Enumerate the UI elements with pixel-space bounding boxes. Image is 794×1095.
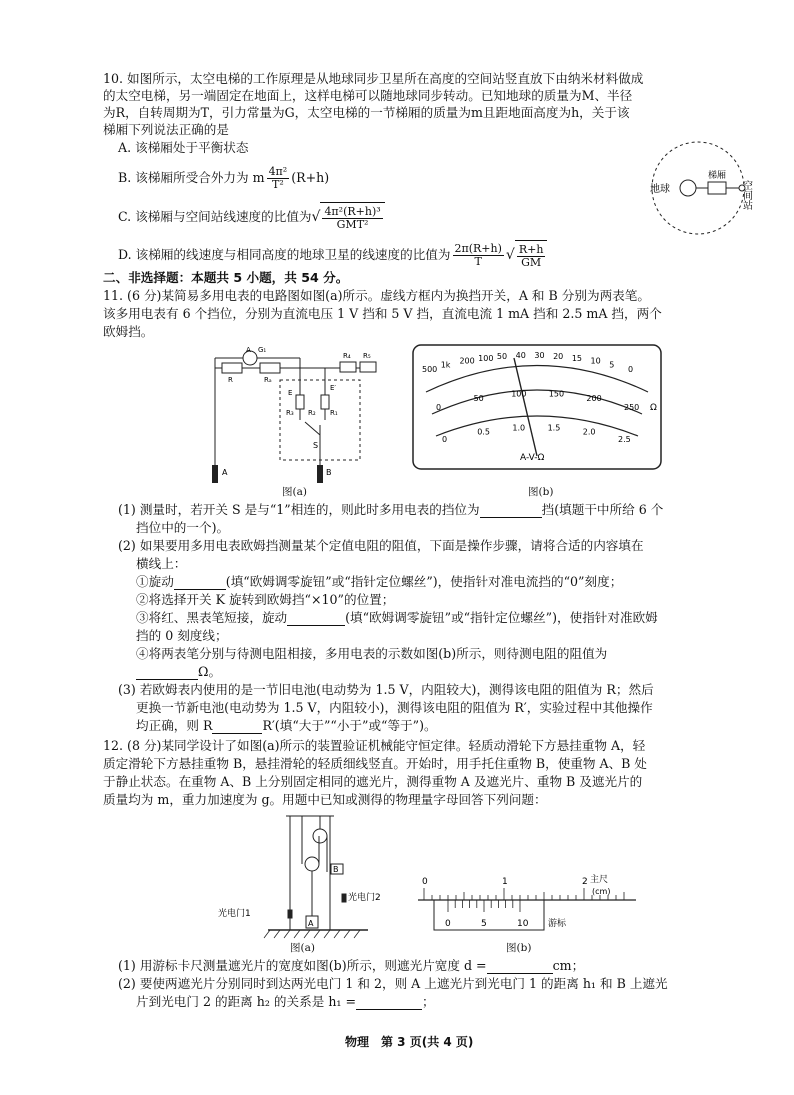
q12-part2-line2: 片到光电门 2 的距离 h₂ 的关系是 h₁ = ； (136, 994, 435, 1009)
ohm-tick-label: 100 (478, 353, 494, 363)
v-tick-label: 2.0 (582, 427, 596, 437)
label-weight-b: B (333, 865, 339, 874)
ohm-tick-label: 20 (553, 352, 564, 362)
vernier-caliper (414, 872, 644, 938)
q12-line1: 12. (8 分)某同学设计了如图(a)所示的装置验证机械能守恒定律。轻质动滑轮下方悬挂重物 A，轻 (103, 738, 646, 753)
q10-option-a: A. 该梯厢处于平衡状态 (118, 140, 249, 155)
dc-tick-label: 200 (586, 394, 602, 404)
v-tick-label: 1.5 (547, 423, 561, 433)
label-ra: Rₐ (264, 376, 272, 384)
main-scale-label: 1 (502, 877, 508, 887)
q11-part3-line2: 更换一节新电池(电动势为 1.5 V，内阻较小)，测得该电阻的阻值为 R′，实验过程中其他操作 (136, 700, 653, 715)
main-scale-unit: (cm) (592, 887, 611, 896)
q11-part3-line1: (3) 若欧姆表内使用的是一节旧电池(电动势为 1.5 V，内阻较大)，测得该电阻的阻值为 R；然后 (118, 682, 654, 697)
ohm-tick-label: 5 (609, 360, 615, 370)
v-tick-label: 1.0 (512, 423, 526, 433)
ohm-tick-label: 30 (534, 351, 545, 361)
q11-part1-line2: 挡位中的一个)。 (136, 520, 230, 535)
circuit-diagram (200, 340, 390, 490)
label-r4: R₄ (343, 352, 351, 360)
label-station: 空间站 (740, 180, 752, 210)
label-pen-a: A (222, 468, 228, 477)
main-scale-label: 0 (422, 877, 428, 887)
q12-line3: 于静止状态。在重物 A、B 上分别固定相同的遮光片，测得重物 A 及遮光片、重物 B 及遮光片的 (103, 774, 643, 789)
q11-part3-line3: 均正确，则 R R′(填“大于”“小于”或“等于”)。 (136, 718, 437, 733)
q11-part1-line1: (1) 测量时，若开关 S 是与“1”相连的，则此时多用电表的挡位为 挡(填题干中所给 6 个 (118, 502, 664, 517)
label-e2: E′ (330, 384, 337, 392)
main-scale-label: 2 (582, 877, 588, 887)
main-scale-labels (422, 877, 588, 887)
meter-unit-label: A-V-Ω (520, 453, 545, 463)
q11-step1: ①旋动 (填“欧姆调零旋钮”或“指针定位螺丝”)，使指针对准电流挡的“0”刻度； (136, 574, 623, 589)
vernier-scale-label: 5 (481, 919, 487, 929)
ohm-tick-label: 15 (571, 353, 583, 363)
label-earth: 地球 (650, 184, 670, 195)
q10-line3: 为R，自转周期为T，引力常量为G，太空电梯的一节梯厢的质量为m且距地面高度为h，关于该 (103, 105, 630, 120)
dc-tick-label: 150 (548, 389, 565, 399)
q10-option-b: B. 该梯厢所受合外力为 m $\frac{\text{4π²}}{\text{T²}}$ (R+h) (118, 165, 330, 191)
label-pen-b: B (326, 468, 332, 477)
q11-step3-line2: 挡的 0 刻度线； (136, 628, 228, 643)
ohm-tick-label: 200 (459, 356, 475, 366)
q11-blank-3[interactable] (287, 612, 345, 626)
car-box (708, 182, 726, 194)
meter-dial (412, 344, 662, 470)
q11-part2-line2: 横线上： (136, 556, 187, 571)
dc-tick-label: 100 (511, 389, 527, 399)
earth-circle (680, 180, 696, 196)
q11-line2: 该多用电表有 6 个挡位，分别为直流电压 1 V 挡和 5 V 挡，直流电流 1 mA 挡和 2.5 mA 挡，两个 (103, 306, 662, 321)
q10-figure (636, 140, 754, 240)
q12-line4: 质量均为 m，重力加速度为 g。用题中已知或测得的物理量字母回答下列问题： (103, 792, 547, 807)
label-ammeter: A (246, 346, 251, 354)
q12-blank-1[interactable] (487, 960, 553, 974)
q11-line1: 11. (6 分)某简易多用电表的电路图如图(a)所示。虚线方框内为换挡开关，A 和 B 分别为两表笔。 (103, 288, 650, 303)
label-r5: R₅ (363, 352, 371, 360)
q11-part2-line1: (2) 如果要用多用电表欧姆挡测量某个定值电阻的阻值，下面是操作步骤，请将合适的内容填在 (118, 538, 644, 553)
q11-caption-a: 图(a) (282, 486, 307, 498)
q11-step3-line1: ③将红、黑表笔短接，旋动 (填“欧姆调零旋钮”或“指针定位螺丝”)，使指针对准欧姆 (136, 610, 658, 625)
vernier-scale-label: 0 (445, 919, 451, 929)
q12-line2: 质定滑轮下方悬挂重物 B，悬挂滑轮的轻质细线竖直。开始时，用手托住重物 B，使重物 A、B 处 (103, 756, 648, 771)
ohm-tick-label: 40 (515, 351, 526, 361)
q10-line4: 梯厢下列说法正确的是 (103, 122, 229, 137)
label-weight-a: A (308, 919, 314, 928)
q11-blank-2[interactable] (174, 576, 226, 590)
q11-step2: ②将选择开关 K 旋转到欧姆挡“×10”的位置； (136, 592, 395, 607)
label-r: R (228, 376, 233, 384)
q10-option-c: C. 该梯厢与空间站线速度的比值为√ $\frac{\text{4π²(R+h)³}}{\text{GMT²}}$ (118, 202, 385, 233)
label-car: 梯厢 (708, 171, 727, 181)
v-tick-label: 2.5 (618, 435, 631, 444)
q12-part2-line1: (2) 要使两遮光片分别同时到达两光电门 1 和 2，则 A 上遮光片到光电门 1 的距离 h₁ 和 B 上遮光 (118, 976, 668, 991)
q11-caption-b: 图(b) (528, 486, 554, 498)
label-e: E (288, 389, 293, 397)
q10-option-d: D. 该梯厢的线速度与相同高度的地球卫星的线速度的比值为 $\frac{2\pi(R+h)}{T}$ √ $\frac{R+h}{GM}$ (118, 240, 547, 271)
q11-step4-line2: Ω。 (136, 664, 221, 680)
vernier-scale-labels (445, 919, 529, 929)
label-switch-s: S (313, 441, 319, 450)
label-r2: R₂ (308, 409, 316, 417)
dc-tick-label: 0 (436, 403, 442, 412)
vernier-label: 游标 (548, 919, 567, 929)
label-r3: R₃ (286, 409, 294, 417)
label-r1: R₁ (330, 409, 338, 417)
ohm-tick-label: 10 (590, 356, 601, 366)
q11-blank-1[interactable] (480, 504, 542, 518)
ohm-tick-label: 500 (422, 365, 438, 374)
dc-tick-label: 50 (473, 394, 484, 404)
q11-blank-4[interactable] (136, 666, 198, 680)
ohm-tick-label: 50 (496, 352, 508, 362)
pulley-apparatus (218, 812, 398, 944)
q10-line2: 的太空电梯，另一端固定在地面上，这样电梯可以随地球同步转动。已知地球的质量为M、半径 (103, 88, 633, 103)
meter-ohm-symbol: Ω (650, 403, 657, 413)
label-g1: G₁ (258, 346, 267, 354)
vernier-scale (448, 900, 520, 912)
q12-part1: (1) 用游标卡尺测量遮光片的宽度如图(b)所示，则遮光片宽度 d = cm； (118, 958, 585, 973)
q11-step4-line1: ④将两表笔分别与待测电阻相接，多用电表的示数如图(b)所示，则待测电阻的阻值为 (136, 646, 608, 661)
q11-blank-5[interactable] (212, 720, 262, 734)
q12-caption-a: 图(a) (290, 942, 315, 954)
vernier-scale-label: 10 (517, 919, 529, 929)
main-scale-unit-name: 主尺 (590, 875, 609, 885)
page-footer: 物理 第 3 页(共 4 页) (345, 1035, 474, 1049)
q11-line3: 欧姆挡。 (103, 324, 154, 339)
ohm-tick-label: 0 (628, 365, 634, 374)
v-tick-label: 0 (442, 435, 448, 444)
dc-tick-label: 250 (624, 403, 640, 412)
label-gate-2: 光电门2 (348, 893, 381, 903)
v-tick-label: 0.5 (477, 427, 490, 437)
label-gate-1: 光电门1 (218, 909, 251, 919)
q10-line1: 10. 如图所示，太空电梯的工作原理是从地球同步卫星所在高度的空间站竖直放下由纳米材料做成 (103, 71, 644, 86)
ohm-tick-label: 1k (440, 360, 451, 370)
section-heading: 二、非选择题：本题共 5 小题，共 54 分。 (103, 270, 349, 285)
q12-caption-b: 图(b) (506, 942, 532, 954)
q12-blank-2[interactable] (356, 996, 422, 1010)
